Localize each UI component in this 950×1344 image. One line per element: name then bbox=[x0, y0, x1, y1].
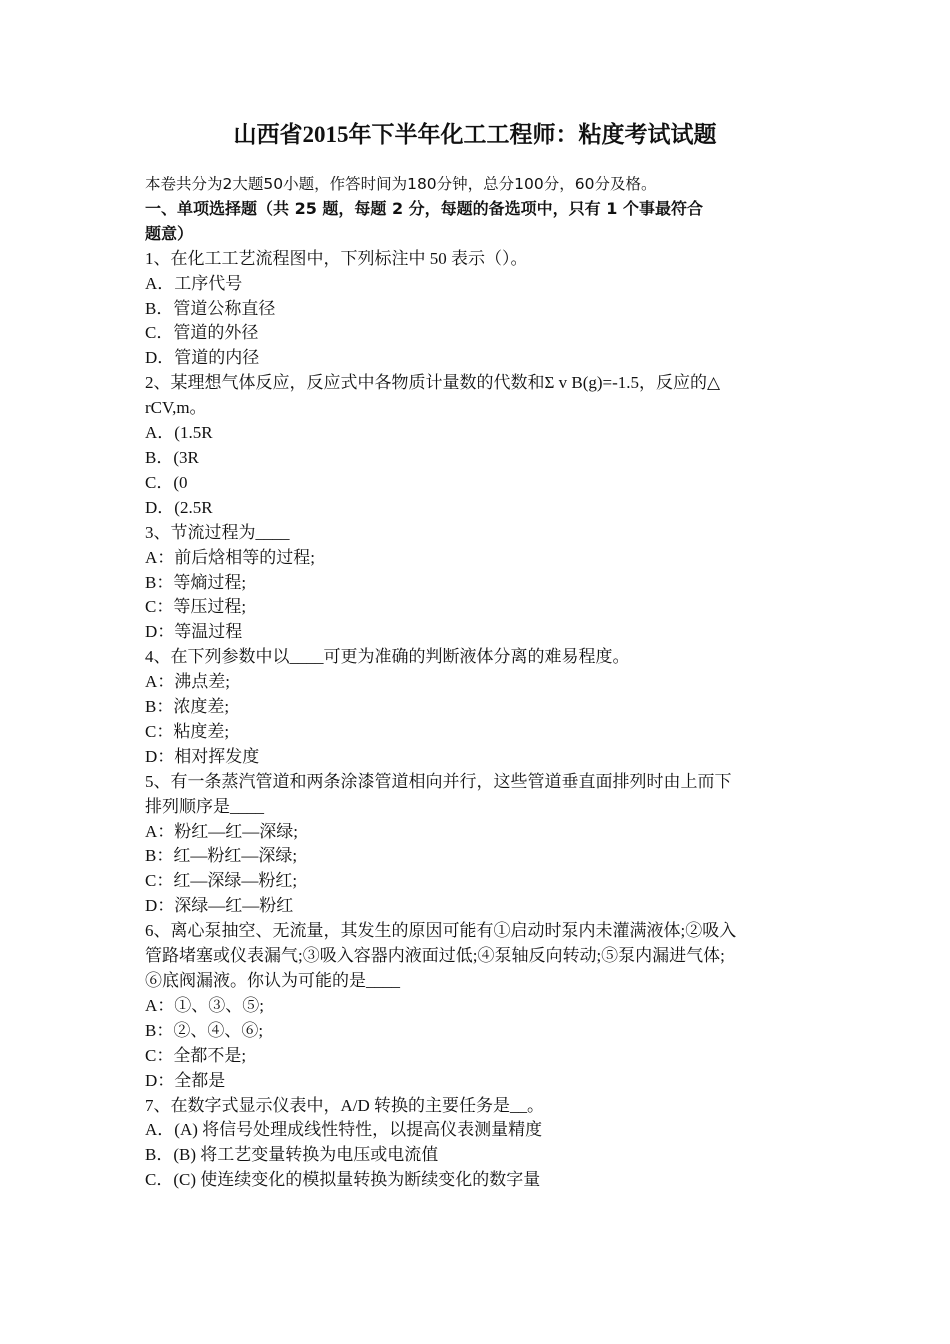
question-stem: 1、在化工工艺流程图中，下列标注中 50 表示（）。 bbox=[145, 248, 528, 268]
answer-option: C：粘度差; bbox=[145, 721, 230, 741]
answer-option: C．(0 bbox=[145, 472, 188, 492]
question-item bbox=[145, 645, 810, 770]
question-stem: 4、在下列参数中以____可更为准确的判断液体分离的难易程度。 bbox=[145, 647, 630, 667]
answer-option: B．(B) 将工艺变量转换为电压或电流值 bbox=[145, 1145, 439, 1165]
question-stem: 7、在数字式显示仪表中，A/D 转换的主要任务是__。 bbox=[145, 1095, 545, 1115]
answer-option: B：②、④、⑥; bbox=[145, 1020, 264, 1040]
answer-option: C：等压过程; bbox=[145, 597, 247, 617]
question-stem: 2、某理想气体反应，反应式中各物质计量数的代数和Σ v B(g)=-1.5，反应的△ bbox=[145, 373, 721, 393]
answer-option: D：全都是 bbox=[145, 1070, 226, 1090]
answer-option: A．工序代号 bbox=[145, 273, 243, 293]
answer-option: D．管道的内径 bbox=[145, 348, 260, 368]
question-item bbox=[145, 247, 810, 372]
question-item bbox=[145, 770, 810, 919]
question-stem: 6、离心泵抽空、无流量，其发生的原因可能有①启动时泵内未灌满液体;②吸入 bbox=[145, 921, 737, 941]
answer-option: A：沸点差; bbox=[145, 672, 230, 692]
question-stem: 管路堵塞或仪表漏气;③吸入容器内液面过低;④泵轴反向转动;⑤泵内漏进气体; bbox=[145, 946, 725, 966]
answer-option: D：相对挥发度 bbox=[145, 746, 260, 766]
exam-intro: 本卷共分为2大题50小题，作答时间为180分钟，总分100分，60分及格。 bbox=[145, 175, 657, 193]
question-stem: 排列顺序是____ bbox=[145, 796, 264, 816]
answer-option: B：等熵过程; bbox=[145, 572, 247, 592]
answer-option: A：①、③、⑤; bbox=[145, 995, 264, 1015]
answer-option: A：前后焓相等的过程; bbox=[145, 547, 315, 567]
question-item bbox=[145, 371, 810, 520]
section-heading: 一、单项选择题（共 25 题，每题 2 分，每题的备选项中，只有 1 个事最符合 bbox=[145, 198, 703, 218]
document-body bbox=[145, 172, 810, 1193]
answer-option: C．(C) 使连续变化的模拟量转换为断续变化的数字量 bbox=[145, 1170, 541, 1190]
question-stem: ⑥底阀漏液。你认为可能的是____ bbox=[145, 971, 400, 990]
answer-option: B．管道公称直径 bbox=[145, 298, 276, 318]
answer-option: D：等温过程 bbox=[145, 622, 243, 642]
question-stem: 3、节流过程为____ bbox=[145, 522, 290, 542]
answer-option: B：浓度差; bbox=[145, 697, 230, 717]
question-list bbox=[145, 247, 810, 1193]
answer-option: A．(A) 将信号处理成线性特性，以提高仪表测量精度 bbox=[145, 1120, 543, 1140]
question-item bbox=[145, 1094, 810, 1194]
page-title: 山西省2015年下半年化工工程师：粘度考试试题 bbox=[233, 122, 717, 147]
answer-option: C：全都不是; bbox=[145, 1045, 247, 1065]
section-heading-continued: 题意） bbox=[145, 223, 194, 243]
question-stem: rCV,m。 bbox=[145, 398, 207, 418]
answer-option: A：粉红—红—深绿; bbox=[145, 821, 298, 841]
answer-option: A．(1.5R bbox=[145, 423, 213, 443]
answer-option: C：红—深绿—粉红; bbox=[145, 871, 298, 891]
question-stem: 5、有一条蒸汽管道和两条涂漆管道相向并行，这些管道垂直面排列时由上而下 bbox=[145, 771, 732, 791]
answer-option: B：红—粉红—深绿; bbox=[145, 846, 298, 866]
answer-option: C．管道的外径 bbox=[145, 323, 259, 343]
answer-option: B．(3R bbox=[145, 447, 199, 467]
answer-option: D．(2.5R bbox=[145, 497, 213, 517]
question-item bbox=[145, 919, 810, 1093]
question-item bbox=[145, 521, 810, 646]
answer-option: D：深绿—红—粉红 bbox=[145, 896, 294, 916]
